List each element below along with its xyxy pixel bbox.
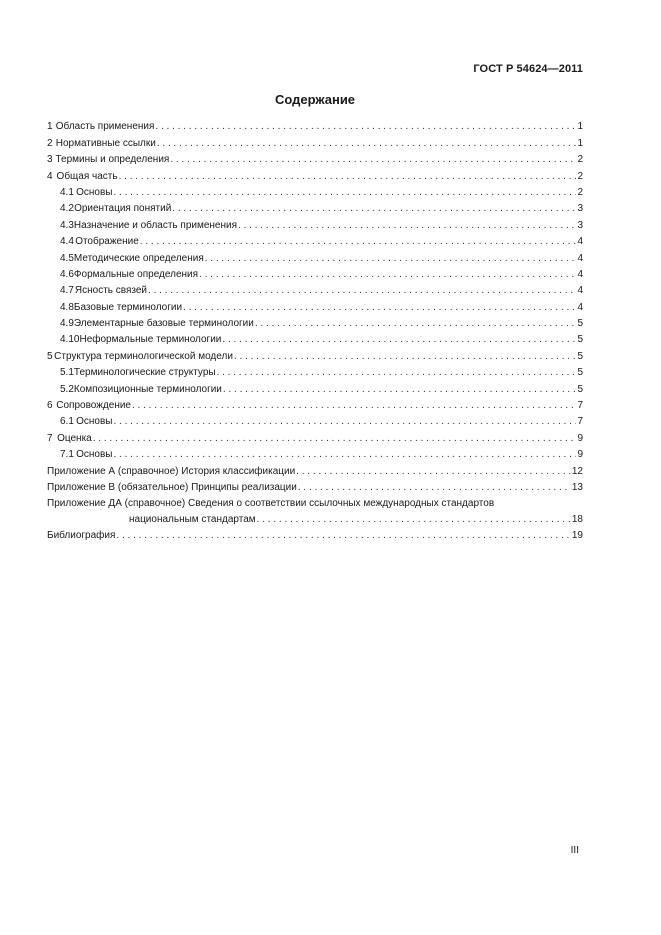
toc-entry-label: Композиционные терминологии xyxy=(73,383,222,395)
toc-entry-label: Элементарные базовые терминологии xyxy=(73,318,254,330)
toc-entry-number: 4.3 xyxy=(60,219,74,231)
toc-entry-label: Термины и определения xyxy=(55,154,170,166)
toc-entry-number: 2 xyxy=(47,137,53,149)
dot-leader xyxy=(238,218,576,234)
toc-entry-number: 4.9 xyxy=(60,318,74,330)
toc-page-number: 5 xyxy=(577,367,583,379)
dot-leader xyxy=(205,251,577,267)
toc-page-number: 2 xyxy=(577,170,583,182)
toc-entry-label-continued: национальным стандартам xyxy=(129,513,256,525)
toc-entry[interactable] xyxy=(47,152,583,168)
toc-page-number: 5 xyxy=(577,383,583,395)
dot-leader xyxy=(116,528,570,544)
toc-page-number: 7 xyxy=(577,416,583,428)
dot-leader xyxy=(255,316,577,332)
table-of-contents xyxy=(47,119,583,544)
toc-entry-label: Библиография xyxy=(47,530,116,542)
toc-page-number: 18 xyxy=(571,513,583,525)
toc-entry-number: 3 xyxy=(47,154,53,166)
toc-entry[interactable] xyxy=(47,365,583,381)
toc-entry-number: 4.4 xyxy=(60,236,74,248)
toc-entry[interactable] xyxy=(47,381,583,397)
toc-entry-label: Общая часть xyxy=(56,170,118,182)
toc-entry-label: Отображение xyxy=(75,236,139,248)
toc-page-number: 5 xyxy=(577,350,583,362)
dot-leader xyxy=(140,234,577,250)
dot-leader xyxy=(296,464,571,480)
toc-entry[interactable] xyxy=(47,447,583,463)
toc-entry-label: Ориентация понятий xyxy=(74,203,172,215)
dot-leader xyxy=(155,119,576,135)
toc-page-number: 9 xyxy=(577,449,583,461)
toc-entry-label: Формальные определения xyxy=(73,268,199,280)
dot-leader xyxy=(172,201,576,217)
toc-page-number: 3 xyxy=(577,219,583,231)
toc-entry-label: Методические определения xyxy=(73,252,204,264)
toc-entry-label: Основы xyxy=(76,416,113,428)
dot-leader xyxy=(217,365,577,381)
page-number: III xyxy=(570,845,579,856)
dot-leader xyxy=(93,431,577,447)
dot-leader xyxy=(113,185,576,201)
toc-entry-number: 7.1 xyxy=(60,449,74,461)
toc-entry-label: Основы xyxy=(76,186,113,198)
dot-leader xyxy=(183,300,576,316)
toc-entry[interactable] xyxy=(47,332,583,348)
toc-entry[interactable] xyxy=(47,250,583,266)
dot-leader xyxy=(199,267,576,283)
toc-entry-bibliography[interactable] xyxy=(47,528,583,544)
dot-leader xyxy=(170,152,576,168)
toc-entry[interactable] xyxy=(47,135,583,151)
toc-entry-label: Структура терминологической модели xyxy=(54,350,233,362)
toc-entry-number: 4.10 xyxy=(60,334,80,346)
toc-page-number: 4 xyxy=(577,268,583,280)
toc-entry-number: 5 xyxy=(47,350,53,362)
toc-page-number: 9 xyxy=(577,432,583,444)
dot-leader xyxy=(222,332,576,348)
toc-entry[interactable] xyxy=(47,217,583,233)
toc-page-number: 4 xyxy=(577,285,583,297)
toc-page-number: 12 xyxy=(571,465,583,477)
toc-entry-number: 4.6 xyxy=(60,268,74,280)
toc-entry-number: 1 xyxy=(47,121,53,133)
toc-page-number: 13 xyxy=(571,481,583,493)
toc-entry-number: 4 xyxy=(47,170,53,182)
toc-entry[interactable] xyxy=(47,185,583,201)
dot-leader xyxy=(132,398,576,414)
toc-entry-number: 4.2 xyxy=(60,203,74,215)
toc-page-number: 1 xyxy=(577,121,583,133)
page-title: Содержание xyxy=(274,92,356,107)
toc-entry[interactable] xyxy=(47,283,583,299)
toc-entry-label: Назначение и область применения xyxy=(73,219,238,231)
dot-leader xyxy=(298,480,571,496)
dot-leader xyxy=(148,283,576,299)
dot-leader xyxy=(119,169,577,185)
dot-leader xyxy=(113,414,576,430)
toc-entry[interactable] xyxy=(47,201,583,217)
toc-entry-label: Основы xyxy=(76,449,113,461)
toc-entry[interactable] xyxy=(47,430,583,446)
toc-entry-number: 7 xyxy=(47,432,53,444)
dot-leader xyxy=(223,382,577,398)
toc-entry-number: 4.7 xyxy=(60,285,74,297)
toc-entry-label: Нормативные ссылки xyxy=(55,137,156,149)
toc-page-number: 1 xyxy=(577,137,583,149)
toc-page-number: 4 xyxy=(577,252,583,264)
toc-page-number: 7 xyxy=(577,400,583,412)
toc-entry-label: Сопровождение xyxy=(56,400,131,412)
toc-page-number: 5 xyxy=(577,334,583,346)
toc-page-number: 4 xyxy=(577,236,583,248)
toc-entry[interactable] xyxy=(47,480,583,496)
toc-entry-annex-da[interactable] xyxy=(47,496,583,528)
toc-entry-number: 4.5 xyxy=(60,252,74,264)
toc-entry-label: Неформальные терминологии xyxy=(79,334,222,346)
toc-entry-number: 5.2 xyxy=(60,383,74,395)
toc-entry[interactable] xyxy=(47,267,583,283)
toc-entry-label: Приложение А (справочное) История классификации xyxy=(47,465,296,477)
document-designation: ГОСТ Р 54624—2011 xyxy=(473,63,583,75)
toc-entry-label: Оценка xyxy=(57,432,92,444)
toc-page-number: 4 xyxy=(577,301,583,313)
toc-entry[interactable] xyxy=(47,234,583,250)
toc-entry[interactable] xyxy=(47,316,583,332)
dot-leader xyxy=(234,349,577,365)
toc-entry[interactable] xyxy=(47,463,583,479)
toc-entry[interactable] xyxy=(47,414,583,430)
toc-entry-number: 6.1 xyxy=(60,416,74,428)
toc-page-number: 5 xyxy=(577,318,583,330)
toc-entry-label: Терминологические структуры xyxy=(73,367,216,379)
toc-page-number: 19 xyxy=(571,530,583,542)
toc-page-number: 2 xyxy=(577,154,583,166)
toc-entry[interactable] xyxy=(47,168,583,184)
toc-entry-label: Базовые терминологии xyxy=(73,301,183,313)
toc-entry-number: 4.8 xyxy=(60,301,74,313)
dot-leader xyxy=(257,512,571,528)
toc-page-number: 3 xyxy=(577,203,583,215)
dot-leader xyxy=(113,447,576,463)
toc-entry-number: 6 xyxy=(47,400,53,412)
toc-entry-number: 5.1 xyxy=(60,367,74,379)
toc-entry-number: 4.1 xyxy=(60,186,74,198)
toc-entry[interactable] xyxy=(47,398,583,414)
toc-entry[interactable] xyxy=(47,299,583,315)
toc-entry-label: Приложение В (обязательное) Принципы реализации xyxy=(47,481,297,493)
toc-page-number: 2 xyxy=(577,186,583,198)
toc-entry-label: Ясность связей xyxy=(74,285,148,297)
toc-entry-label: Приложение ДА (справочное) Сведения о соответствии ссылочных международных стандартов xyxy=(47,497,495,509)
dot-leader xyxy=(157,136,577,152)
toc-entry[interactable] xyxy=(47,348,583,364)
toc-entry-label: Область применения xyxy=(55,121,155,133)
toc-entry[interactable] xyxy=(47,119,583,135)
